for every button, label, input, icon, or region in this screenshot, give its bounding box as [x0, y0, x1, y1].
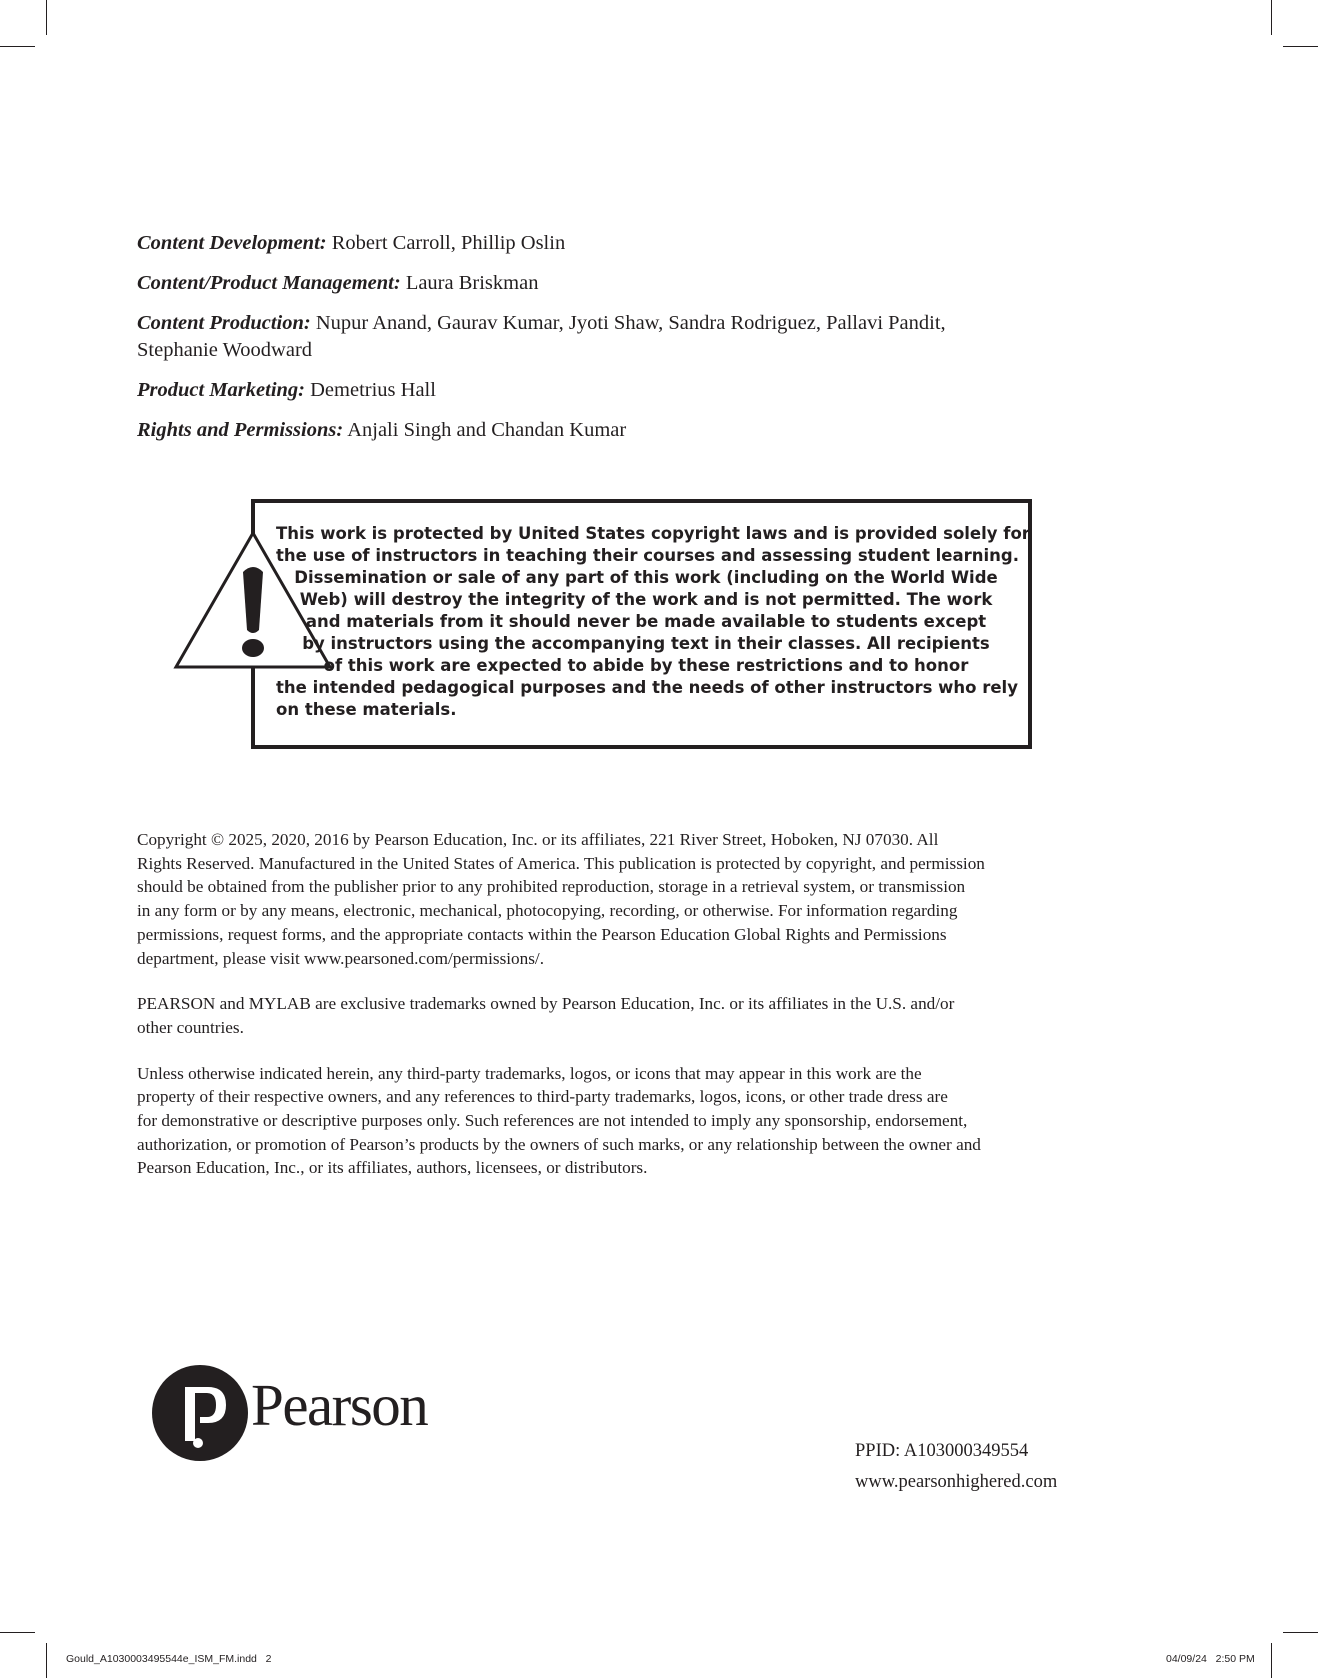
warning-line: on these materials.	[276, 700, 457, 719]
credits-block	[137, 230, 1037, 457]
trademark-line: other countries.	[137, 1017, 244, 1037]
third-party-line: authorization, or promotion of Pearson’s products by the owners of such marks, or any relationship between the owner and	[137, 1134, 981, 1154]
copyright-line: should be obtained from the publisher prior to any prohibited reproduction, storage in a retrieval system, or transmission	[137, 877, 966, 897]
crop-mark	[1283, 46, 1318, 47]
warning-line: of this work are expected to abide by these restrictions and to honor	[323, 656, 969, 675]
copyright-line: in any form or by any means, electronic, mechanical, photocopying, recording, or otherwise. For information regarding	[137, 901, 958, 921]
third-party-paragraph	[137, 1062, 1137, 1181]
warning-line: the use of instructors in teaching their courses and assessing student learning.	[276, 546, 1019, 565]
copyright-line: department, please visit www.pearsoned.com/permissions/.	[137, 948, 544, 968]
credit-names: Anjali Singh and Chandan Kumar	[347, 419, 627, 441]
credit-content-production	[137, 310, 1037, 364]
crop-mark	[46, 0, 47, 35]
credit-role: Product Marketing:	[137, 379, 305, 401]
credit-product-management	[137, 270, 1037, 297]
trademark-paragraph	[137, 992, 1137, 1039]
warning-line: by instructors using the accompanying text in their classes. All recipients	[302, 634, 990, 653]
credit-product-marketing	[137, 377, 1037, 404]
copyright-warning-text	[276, 523, 1030, 721]
ppid-url: www.pearsonhighered.com	[855, 1472, 1058, 1492]
credit-content-development	[137, 230, 1037, 257]
copyright-paragraph	[137, 828, 1137, 970]
crop-mark	[1283, 1632, 1318, 1633]
credit-names: Robert Carroll, Phillip Oslin	[331, 232, 566, 254]
credit-role: Content Development:	[137, 232, 327, 254]
third-party-line: Unless otherwise indicated herein, any third-party trademarks, logos, or icons that may appear in this work are the	[137, 1063, 922, 1083]
warning-line: Dissemination or sale of any part of this work (including on the World Wide	[294, 568, 998, 587]
crop-mark	[46, 1643, 47, 1678]
credit-role: Content Production:	[137, 312, 311, 334]
crop-mark	[0, 1632, 35, 1633]
copyright-line: Rights Reserved. Manufactured in the United States of America. This publication is protected by copyright, and permission	[137, 853, 985, 873]
crop-mark	[1271, 1643, 1272, 1678]
slug-timestamp: 04/09/24 2:50 PM	[1166, 1653, 1255, 1665]
ppid-id: PPID: A103000349554	[855, 1441, 1029, 1461]
third-party-line: Pearson Education, Inc., or its affiliates, authors, licensees, or distributors.	[137, 1158, 648, 1178]
slug-filename: Gould_A1030003495544e_ISM_FM.indd 2	[66, 1653, 272, 1665]
credit-names: Demetrius Hall	[310, 379, 436, 401]
copyright-line: permissions, request forms, and the appropriate contacts within the Pearson Education Global Rights and Permissions	[137, 924, 947, 944]
crop-mark	[1271, 0, 1272, 35]
credit-rights-permissions	[137, 417, 1037, 444]
credit-names-continued: Stephanie Woodward	[137, 339, 313, 361]
warning-line: This work is protected by United States copyright laws and is provided solely for	[276, 524, 1030, 543]
legal-notices	[137, 828, 1137, 1202]
warning-line: the intended pedagogical purposes and the needs of other instructors who rely	[276, 678, 1018, 697]
ppid-block	[855, 1436, 1057, 1498]
copyright-line: Copyright © 2025, 2020, 2016 by Pearson Education, Inc. or its affiliates, 221 River Street, Hoboken, NJ 07030. All	[137, 830, 939, 849]
pearson-wordmark: Pearson	[251, 1372, 428, 1438]
warning-line: and materials from it should never be made available to students except	[305, 612, 987, 631]
crop-mark	[0, 46, 35, 47]
warning-line: Web) will destroy the integrity of the work and is not permitted. The work	[299, 590, 993, 609]
credit-names: Nupur Anand, Gaurav Kumar, Jyoti Shaw, Sandra Rodriguez, Pallavi Pandit,	[315, 312, 946, 334]
credit-names: Laura Briskman	[405, 272, 539, 294]
credit-role: Content/Product Management:	[137, 272, 401, 294]
credit-role: Rights and Permissions:	[137, 419, 344, 441]
third-party-line: property of their respective owners, and any references to third-party trademarks, logos, icons, or other trade dress are	[137, 1087, 948, 1107]
pearson-p-icon	[150, 1363, 250, 1463]
trademark-line: PEARSON and MYLAB are exclusive trademarks owned by Pearson Education, Inc. or its affiliates in the U.S. and/or	[137, 994, 955, 1014]
third-party-line: for demonstrative or descriptive purposes only. Such references are not intended to imply any sponsorship, endorsement,	[137, 1111, 968, 1131]
